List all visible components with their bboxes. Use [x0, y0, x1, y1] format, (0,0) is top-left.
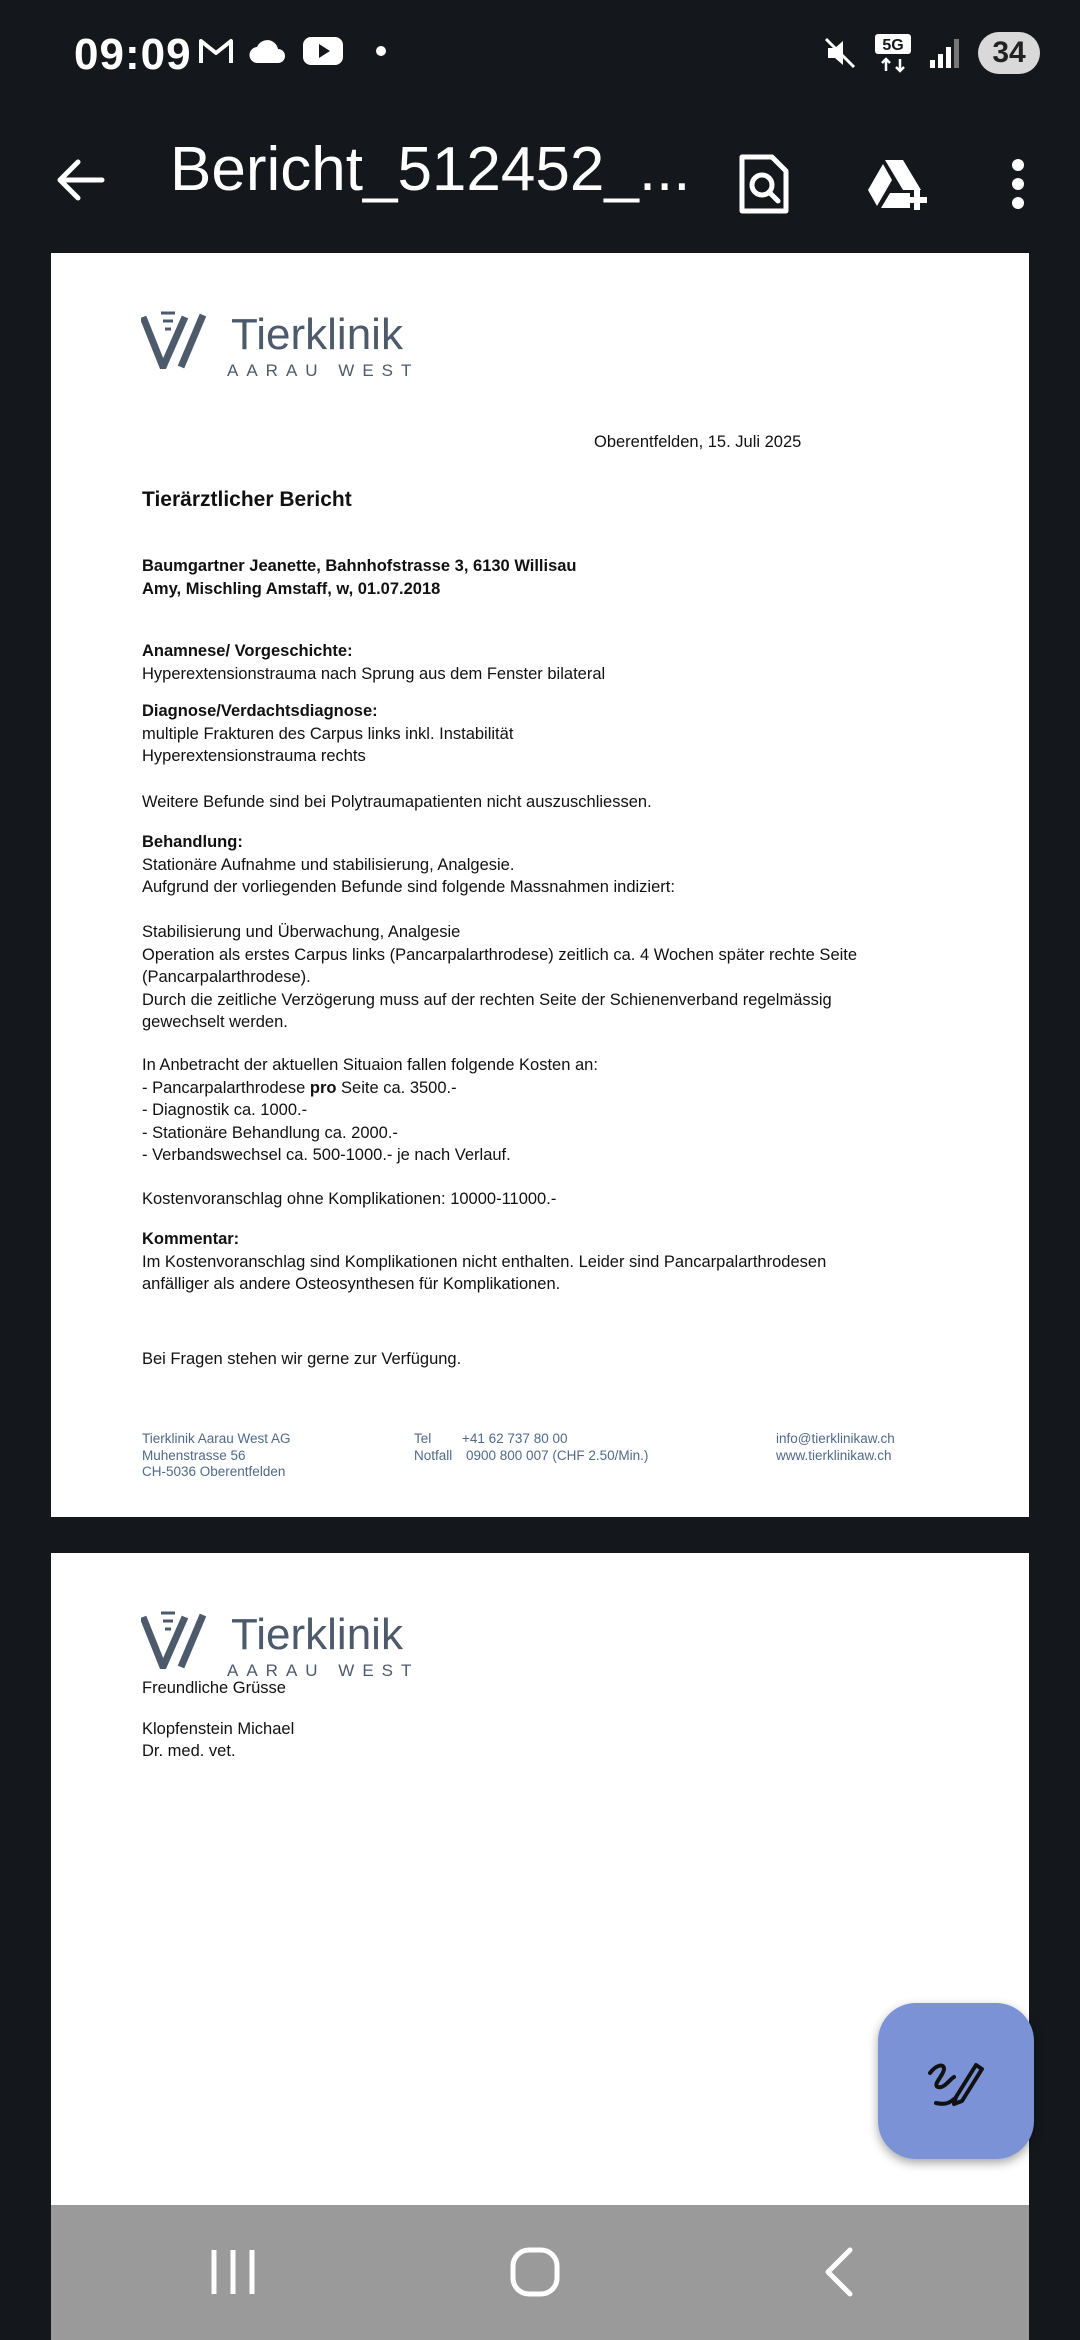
diagnose-section: [142, 700, 942, 768]
chevron-left-icon: [822, 2246, 856, 2298]
more-options-button[interactable]: [978, 144, 1058, 224]
closing-text: Bei Fragen stehen wir gerne zur Verfügung.: [142, 1350, 462, 1368]
clinic-logo-mark-icon: [141, 1609, 217, 1669]
behandlung-section: [142, 831, 942, 899]
recent-apps-button[interactable]: [183, 2227, 283, 2317]
behandlung-line: Aufgrund der vorliegenden Befunde sind folgende Massnahmen indiziert:: [142, 878, 675, 896]
behandlung-label: Behandlung:: [142, 833, 243, 851]
owner-line: Baumgartner Jeanette, Bahnhofstrasse 3, 6130 Willisau: [142, 557, 577, 575]
status-bar: [0, 0, 1080, 112]
search-in-document-button[interactable]: [724, 144, 804, 224]
network-5g-icon: [874, 33, 912, 73]
anamnese-text: Hyperextensionstrauma nach Sprung aus dem Fenster bilateral: [142, 664, 606, 683]
kosten-item-text: - Pancarpalarthrodese: [142, 1078, 310, 1097]
cloud-icon: [248, 37, 288, 65]
footer-street: Muhenstrasse 56: [142, 1447, 246, 1463]
footer-company: Tierklinik Aarau West AG: [142, 1431, 291, 1446]
massnahmen-line: Durch die zeitliche Verzögerung muss auf der rechten Seite der Schienenverband regelmässig: [142, 990, 832, 1009]
nav-bar-edge: [1029, 2205, 1080, 2340]
youtube-icon: [302, 36, 344, 66]
kommentar-line: anfälliger als andere Osteosynthesen für Komplikationen.: [142, 1275, 561, 1293]
logo-subtitle: AARAU WEST: [227, 1661, 420, 1680]
status-time: 09:09: [74, 30, 192, 79]
kommentar-section: [142, 1228, 942, 1296]
diagnose-label: Diagnose/Verdachtsdiagnose:: [142, 702, 378, 720]
tel-number: +41 62 737 80 00: [462, 1431, 568, 1446]
kostenvoranschlag-text: Kostenvoranschlag ohne Komplikationen: 10000-11000.-: [142, 1190, 557, 1208]
massnahmen-line: Operation als erstes Carpus links (Pancarpalarthrodese) zeitlich ca. 4 Wochen später rechte Seite: [142, 945, 858, 964]
drive-add-icon: [865, 156, 931, 212]
logo-subtitle: AARAU WEST: [227, 361, 420, 380]
mute-icon: [822, 35, 858, 71]
gmail-icon: [198, 36, 234, 66]
notfall-number: 0900 800 007 (CHF 2.50/Min.): [466, 1447, 649, 1463]
tel-label: Tel: [414, 1431, 432, 1446]
footer-city: CH-5036 Oberentfelden: [142, 1464, 286, 1479]
befunde-text: Weitere Befunde sind bei Polytraumapatienten nicht auszuschliessen.: [142, 793, 652, 811]
kosten-item-emphasis: pro: [309, 1078, 337, 1097]
more-vert-icon: [1010, 158, 1026, 210]
clinic-logo: [141, 309, 419, 381]
greeting: Freundliche Grüsse: [142, 1679, 286, 1697]
diagnose-line: multiple Frakturen des Carpus links inkl. Instabilität: [142, 724, 514, 743]
logo-name: Tierklinik: [231, 1610, 403, 1659]
kosten-item: - Verbandswechsel ca. 500-1000.- je nach Verlauf.: [142, 1146, 511, 1164]
report-date: Oberentfelden, 15. Juli 2025: [594, 433, 802, 451]
system-icons: [822, 32, 1040, 74]
kosten-intro: In Anbetracht der aktuellen Situaion fallen folgende Kosten an:: [142, 1056, 598, 1074]
signer-name: Klopfenstein Michael: [142, 1719, 295, 1738]
kosten-item: [142, 1077, 942, 1100]
arrow-back-icon: [54, 158, 106, 202]
home-button[interactable]: [485, 2227, 585, 2317]
signature-block: [142, 1677, 942, 1763]
recents-icon: [210, 2248, 256, 2296]
system-back-button[interactable]: [789, 2227, 889, 2317]
footer-address: [142, 1431, 291, 1481]
battery-icon: 34: [978, 32, 1040, 74]
kosten-item-text: Seite ca. 3500.-: [336, 1078, 457, 1097]
clinic-logo: [141, 1609, 419, 1681]
diagnose-line: Hyperextensionstrauma rechts: [142, 747, 366, 765]
logo-name: Tierklinik: [231, 310, 403, 359]
pdf-page-1[interactable]: [51, 253, 1029, 1517]
navigation-bar: [51, 2205, 1029, 2340]
app-bar: [0, 112, 1080, 252]
kosten-item: - Diagnostik ca. 1000.-: [142, 1101, 308, 1119]
nav-bar-edge: [0, 2205, 51, 2340]
clinic-logo-mark-icon: [141, 309, 217, 369]
patient-line: Amy, Mischling Amstaff, w, 01.07.2018: [142, 579, 441, 598]
home-icon: [509, 2246, 561, 2298]
massnahmen-line: (Pancarpalarthrodese).: [142, 968, 311, 986]
document-search-icon: [738, 153, 790, 215]
add-to-drive-button[interactable]: [858, 144, 938, 224]
footer-phone: [414, 1431, 648, 1464]
report-heading: Tierärztlicher Bericht: [142, 488, 352, 511]
annotate-fab-button[interactable]: [878, 2003, 1034, 2159]
owner-block: [142, 555, 942, 600]
anamnese-section: [142, 640, 942, 685]
more-notifications-dot: [376, 46, 386, 56]
notfall-label: Notfall: [414, 1447, 453, 1463]
back-button[interactable]: [44, 144, 116, 216]
massnahmen-line: Stabilisierung und Überwachung, Analgesie: [142, 923, 461, 941]
kosten-section: [142, 1054, 942, 1167]
footer-email[interactable]: info@tierklinikaw.ch: [776, 1431, 895, 1446]
kommentar-line: Im Kostenvoranschlag sind Komplikationen nicht enthalten. Leider sind Pancarpalarthrodesen: [142, 1252, 827, 1271]
notification-icons: [198, 36, 386, 66]
massnahmen-section: [142, 921, 942, 1034]
signal-icon: [928, 36, 962, 70]
svg-text:5G: 5G: [882, 37, 904, 54]
kosten-item: - Stationäre Behandlung ca. 2000.-: [142, 1123, 398, 1142]
kommentar-label: Kommentar:: [142, 1230, 240, 1248]
footer-web[interactable]: www.tierklinikaw.ch: [776, 1447, 892, 1463]
footer-contact: [776, 1431, 895, 1464]
anamnese-label: Anamnese/ Vorgeschichte:: [142, 642, 353, 660]
massnahmen-line: gewechselt werden.: [142, 1013, 288, 1031]
edit-pen-icon: [926, 2051, 986, 2111]
signer-title: Dr. med. vet.: [142, 1742, 236, 1760]
behandlung-line: Stationäre Aufnahme und stabilisierung, Analgesie.: [142, 855, 515, 874]
document-title: Bericht_512452_...: [170, 135, 691, 204]
